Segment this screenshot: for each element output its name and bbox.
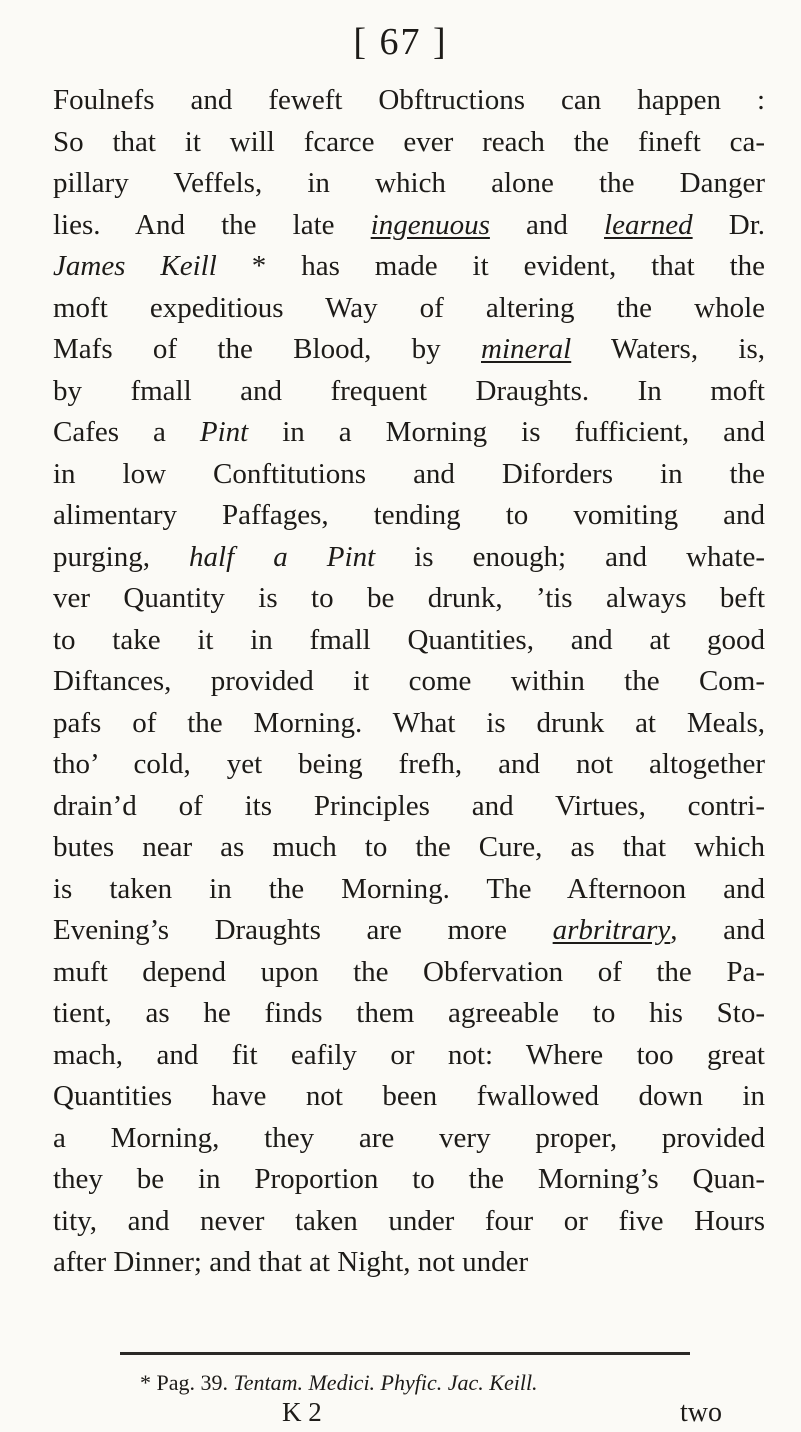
catchword: two: [680, 1397, 722, 1428]
text-segment: to take it in fmall Quantities, and at good: [53, 623, 765, 656]
text-segment: mach, and fit eafily or not: Where too great: [53, 1038, 765, 1071]
text-line: [53, 246, 765, 288]
text-segment: in a Morning is fufficient, and: [248, 416, 765, 448]
text-line: [53, 1242, 765, 1284]
text-segment: butes near as much to the Cure, as that which: [53, 831, 765, 863]
text-line: [53, 1076, 765, 1118]
text-line: [53, 288, 765, 330]
footnote-text: Tentam. Medici. Phyfic. Jac. Keill.: [233, 1370, 538, 1395]
text-line: [53, 620, 765, 662]
text-segment: tho’ cold, yet being frefh, and not altogether: [53, 748, 765, 780]
text-line: [53, 412, 765, 454]
text-line: [53, 371, 765, 413]
text-line: [53, 952, 765, 994]
text-segment: they be in Proportion to the Morning’s Quan-: [53, 1163, 765, 1195]
text-segment: drain’d of its Principles and Virtues, contri-: [53, 789, 765, 822]
text-segment: pillary Veffels, in which alone the Danger: [53, 167, 765, 199]
text-line: [53, 205, 765, 247]
text-line: [53, 329, 765, 371]
text-segment: So that it will fcarce ever reach the fineft ca-: [53, 125, 765, 158]
text-segment: Mafs of the Blood, by: [53, 333, 481, 365]
text-line: [53, 1118, 765, 1160]
body-text: [53, 80, 765, 1284]
text-line: [53, 910, 765, 952]
text-segment: after Dinner; and that at Night, not under: [53, 1246, 529, 1278]
text-segment: moft expeditious Way of altering the whole: [53, 291, 765, 324]
text-line: [53, 1159, 765, 1201]
text-line: [53, 827, 765, 869]
emphasized-text: ingenuous: [370, 208, 490, 241]
text-segment: is enough; and whate-: [375, 540, 765, 573]
page-number: [ 67 ]: [353, 21, 448, 63]
emphasized-text: learned: [604, 208, 693, 241]
text-segment: Cafes a: [53, 416, 200, 448]
text-segment: and: [489, 208, 605, 241]
text-segment: alimentary Paffages, tending to vomiting and: [53, 499, 765, 531]
text-segment: Dr.: [692, 208, 766, 241]
text-segment: tity, and never taken under four or five Hours: [53, 1204, 765, 1237]
text-line: [53, 80, 765, 122]
emphasized-text: half a Pint: [189, 540, 376, 573]
text-line: [53, 1035, 765, 1077]
text-segment: Foulnefs and feweft Obftructions can happen :: [53, 84, 765, 116]
text-line: [53, 993, 765, 1035]
text-segment: lies. And the late: [53, 208, 371, 241]
text-line: [53, 537, 765, 579]
text-segment: in low Conftitutions and Diforders in the: [53, 457, 765, 490]
text-segment: , and: [670, 914, 765, 946]
text-segment: ver Quantity is to be drunk, ’tis always beft: [53, 582, 765, 614]
text-line: [53, 786, 765, 828]
footnote: [140, 1370, 538, 1396]
text-segment: Evening’s Draughts are more: [53, 914, 553, 946]
text-segment: pafs of the Morning. What is drunk at Meals,: [53, 706, 765, 739]
text-line: [53, 578, 765, 620]
emphasized-text: Pint: [199, 416, 249, 448]
text-segment: is taken in the Morning. The Afternoon and: [53, 872, 765, 905]
footnote-rule: [120, 1352, 690, 1355]
text-line: [53, 661, 765, 703]
text-segment: Quantities have not been fwallowed down in: [53, 1080, 765, 1112]
text-segment: Waters, is,: [571, 333, 765, 365]
text-line: [53, 163, 765, 205]
text-segment: tient, as he finds them agreeable to his Sto-: [53, 997, 765, 1029]
text-segment: by fmall and frequent Draughts. In moft: [53, 374, 765, 407]
emphasized-text: mineral: [481, 333, 572, 365]
text-line: [53, 1201, 765, 1243]
text-segment: Diftances, provided it come within the Com-: [53, 665, 765, 697]
signature-mark: K 2: [282, 1397, 322, 1427]
text-segment: * has made it evident, that the: [216, 250, 766, 282]
text-line: [53, 495, 765, 537]
text-line: [53, 744, 765, 786]
footnote-marker: * Pag. 39.: [140, 1370, 228, 1395]
text-line: [53, 454, 765, 496]
text-line: [53, 869, 765, 911]
text-line: [53, 703, 765, 745]
emphasized-text: James Keill: [53, 250, 217, 282]
text-line: [53, 122, 765, 164]
text-segment: muft depend upon the Obfervation of the Pa-: [53, 955, 765, 988]
text-segment: a Morning, they are very proper, provided: [53, 1121, 765, 1154]
text-segment: purging,: [53, 540, 190, 573]
emphasized-text: arbritrary: [552, 914, 671, 946]
